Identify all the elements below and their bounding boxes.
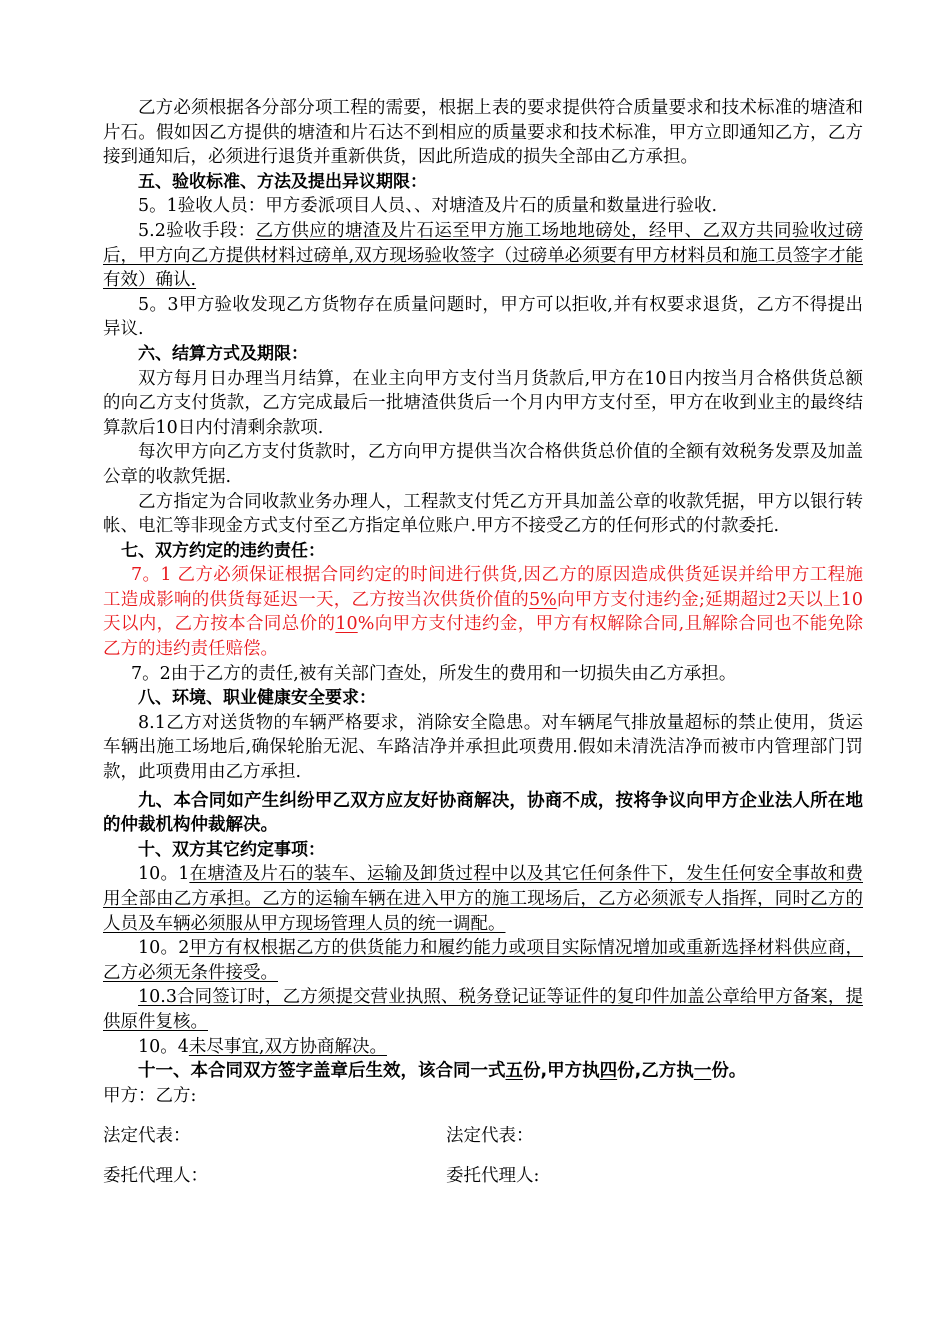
section-9-heading: 九、本合同如产生纠纷甲乙双方应友好协商解决，协商不成，按将争议向甲方企业法人所在地的仲裁机构仲裁解决。 <box>103 790 863 836</box>
party-a-legal-rep: 法定代表： <box>103 1126 191 1147</box>
clause-10-2-text: 甲方有权根据乙方的供货能力和履约能力或项目实际情况增加或重新选择材料供应商，乙方必须无条件接受。 <box>103 938 863 983</box>
clause-6-para-1: 双方每月日办理当月结算，在业主向甲方支付当月货款后,甲方在10日内按当月合格供货总额的向乙方支付货款，乙方完成最后一批塘渣供货后一个月内甲方支付至，甲方在收到业主的最终结算款后10日内付清剩余款项. <box>103 368 863 438</box>
clause-7-1-part-e: %向甲方支付违约金，甲方有权解除合同,且解除合同也不能免除乙方的违约责任赔偿。 <box>103 614 863 660</box>
clause-6-para-2: 每次甲方向乙方支付货款时，乙方向甲方提供当次合格供货总价值的全额有效税务发票及加盖公章的收款凭据. <box>103 442 863 487</box>
clause-5-2-text: 乙方供应的塘渣及片石运至甲方施工场地地磅处，经甲、乙双方共同验收过磅后，甲方向乙方提供材料过磅单,双方现场验收签字（过磅单必须要有甲方材料员和施工员签字才能有效）确认. <box>103 220 863 291</box>
contract-page <box>103 96 863 1202</box>
section-11-heading <box>103 1059 863 1084</box>
clause-10-4-text: 未尽事宜,双方协商解决。 <box>188 1036 387 1057</box>
clause-6-para-3: 乙方指定为合同收款业务办理人，工程款支付凭乙方开具加盖公章的收款凭据，甲方以银行转帐、电汇等非现金方式支付至乙方指定单位账户.甲方不接受乙方的任何形式的付款委托. <box>103 491 863 537</box>
s11-part-g: 份。 <box>711 1061 747 1082</box>
section-8-heading: 八、环境、职业健康安全要求： <box>138 688 376 709</box>
section-6-heading: 六、结算方式及期限： <box>138 343 308 364</box>
clause-5-1: 5。1验收人员：甲方委派项目人员、、对塘渣及片石的质量和数量进行验收. <box>138 196 718 217</box>
s11-party-a-copies: 四 <box>599 1061 618 1082</box>
s11-part-c: 份,甲方执 <box>523 1061 600 1082</box>
s11-part-e: 份,乙方执 <box>617 1061 694 1082</box>
s11-part-a: 十一、本合同双方签字盖章后生效，该合同一式 <box>138 1061 506 1082</box>
party-b-agent: 委托代理人: <box>446 1166 540 1187</box>
parties-line: 甲方：乙方: <box>103 1085 197 1106</box>
section-7-heading: 七、双方约定的违约责任： <box>121 540 325 561</box>
clause-5-2-prefix: 5.2验收手段： <box>138 220 256 241</box>
clause-7-1-rate-10: 10 <box>335 614 358 635</box>
section-5-heading: 五、验收标准、方法及提出异议期限： <box>138 171 427 192</box>
paragraph-quality: 乙方必须根据各分部分项工程的需要，根据上表的要求提供符合质量要求和技术标准的塘渣和片石。假如因乙方提供的塘渣和片石达不到相应的质量要求和技术标准，甲方立即通知乙方，乙方接到通知后，必须进行退货并重新供货，因此所造成的损失全部由乙方承担。 <box>103 98 863 168</box>
clause-10-1-text: 在塘渣及片石的装车、运输及卸货过程中以及其它任何条件下，发生任何安全事故和费用全部由乙方承担。乙方的运输车辆在进入甲方的施工现场后，乙方必须派专人指挥，同时乙方的人员及车辆必须服从甲方现场管理人员的统一调配。 <box>103 864 863 934</box>
s11-party-b-copies: 一 <box>693 1061 712 1082</box>
clause-7-2: 7。2由于乙方的责任,被有关部门查处，所发生的费用和一切损失由乙方承担。 <box>131 663 737 684</box>
clause-7-1-rate-5: 5% <box>528 589 557 610</box>
clause-10-3 <box>103 985 863 1034</box>
clause-10-2 <box>103 936 863 985</box>
clause-5-2 <box>103 219 863 293</box>
clause-10-4-prefix: 10。4 <box>138 1036 189 1057</box>
section-10-heading: 十、双方其它约定事项： <box>138 839 325 860</box>
clause-8-1: 8.1乙方对送货物的车辆严格要求，消除安全隐患。对车辆尾气排放量超标的禁止使用，货运车辆出施工场地后,确保轮胎无泥、车路洁净并承担此项费用.假如未清洗洁净而被市内管理部门罚款，此项费用由乙方承担. <box>103 712 863 783</box>
clause-10-3-text: 10.3合同签订时，乙方须提交营业执照、税务登记证等证件的复印件加盖公章给甲方备案，提供原件复核。 <box>103 987 863 1032</box>
s11-total-copies: 五 <box>505 1061 523 1082</box>
clause-5-3: 5。3甲方验收发现乙方货物存在质量问题时，甲方可以拒收,并有权要求退货，乙方不得提出异议. <box>103 294 863 340</box>
clause-7-1 <box>103 563 863 661</box>
clause-10-2-prefix: 10。2 <box>138 938 190 959</box>
clause-7-1-part-c: 向甲方支付违约金;延期超过2天以上10天以内，乙方按本合同总价的 <box>103 589 863 635</box>
party-b-legal-rep: 法定代表： <box>446 1126 534 1147</box>
party-a-agent: 委托代理人： <box>103 1166 208 1187</box>
clause-10-1-prefix: 10。1 <box>138 864 190 885</box>
legal-rep-row <box>103 1122 863 1162</box>
clause-7-1-part-a: 7。1 乙方必须保证根据合同约定的时间进行供货,因乙方的原因造成供货延误并给甲方工程施工造成影响的供货每延迟一天，乙方按当次供货价值的 <box>103 565 863 610</box>
clause-10-1 <box>103 862 863 936</box>
clause-10-4 <box>103 1035 863 1060</box>
agent-row <box>103 1162 863 1202</box>
